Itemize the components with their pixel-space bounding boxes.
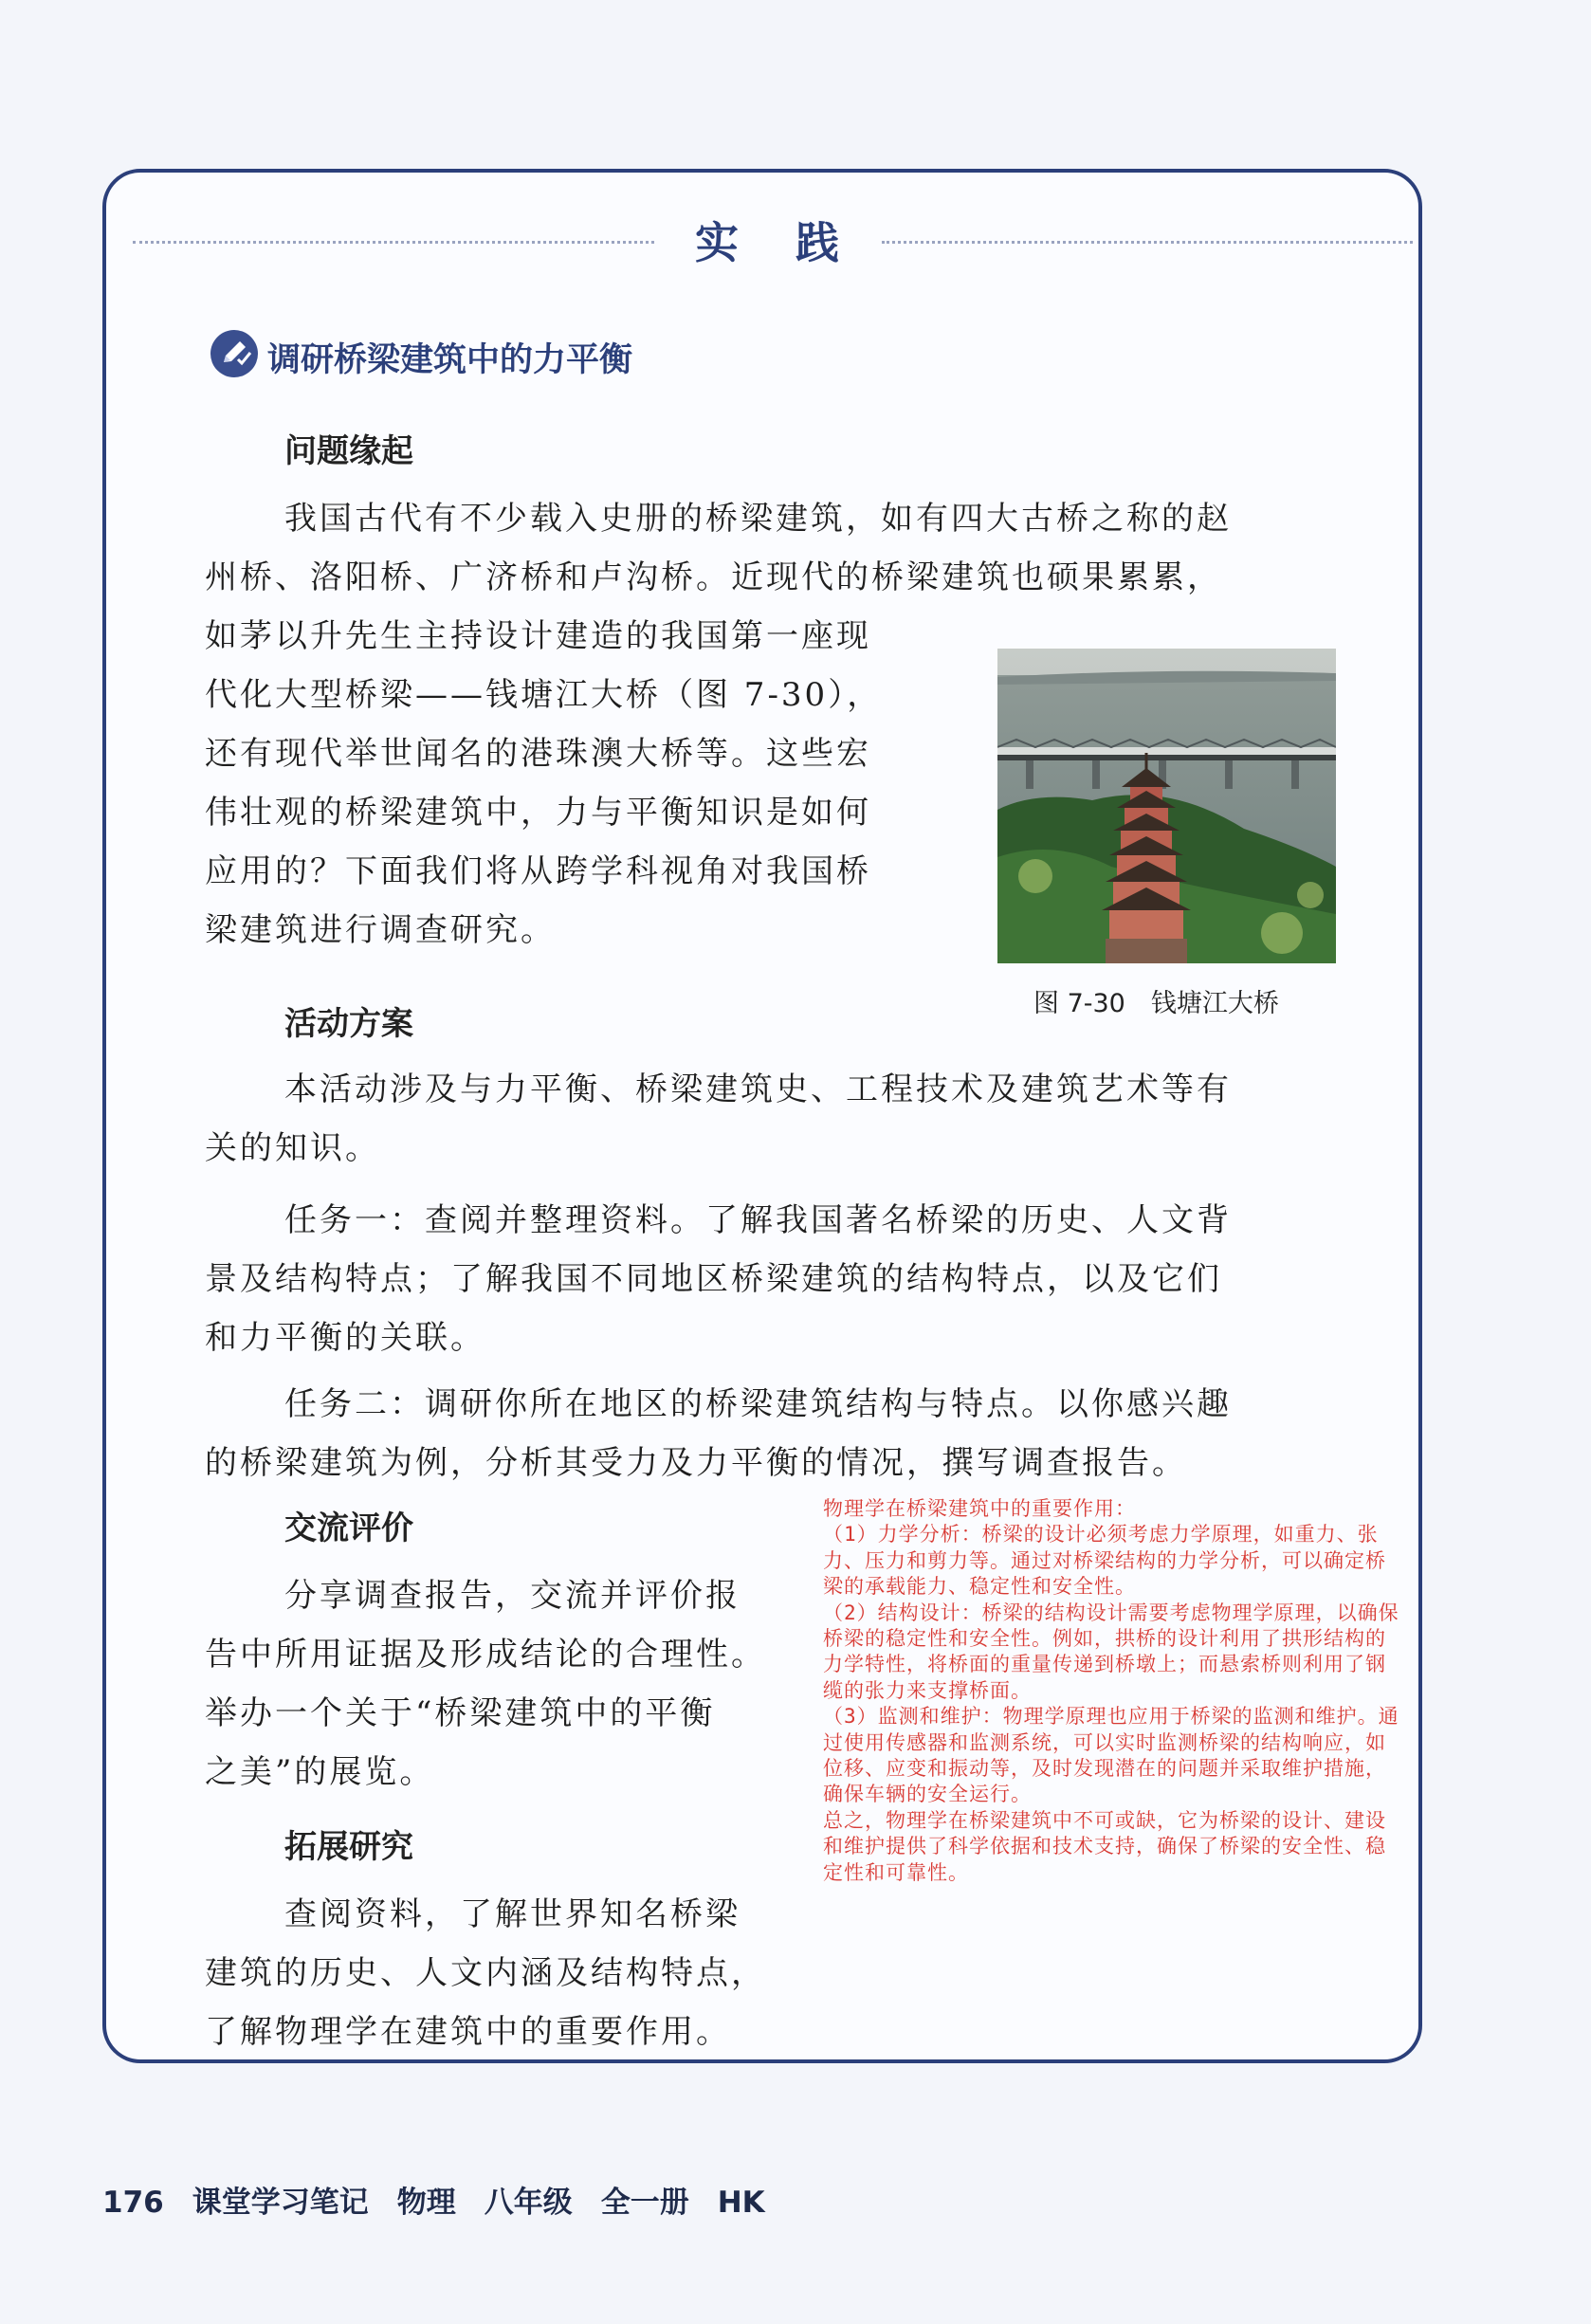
origin-line: 代化大型桥梁——钱塘江大桥（图 7-30）， bbox=[205, 676, 883, 714]
origin-line: 州桥、洛阳桥、广济桥和卢沟桥。近现代的桥梁建筑也硕果累累， bbox=[205, 558, 1222, 596]
book-grade: 八年级 bbox=[484, 2186, 573, 2220]
handwritten-annotation bbox=[823, 1496, 1403, 1886]
evaluation-line: 之美”的展览。 bbox=[205, 1753, 435, 1791]
extension-line: 建筑的历史、人文内涵及结构特点， bbox=[205, 1954, 766, 1992]
task2-line: 任务二：调研你所在地区的桥梁建筑结构与特点。以你感兴趣 bbox=[284, 1385, 1232, 1423]
book-volume: 全一册 bbox=[600, 2186, 689, 2220]
book-title: 课堂学习笔记 bbox=[192, 2186, 369, 2220]
origin-line: 还有现代举世闻名的港珠澳大桥等。这些宏 bbox=[205, 735, 871, 773]
page-footer bbox=[102, 2178, 794, 2221]
title-divider-left bbox=[133, 241, 654, 244]
task1-line: 任务一：查阅并整理资料。了解我国著名桥梁的历史、人文背 bbox=[284, 1201, 1232, 1239]
activity-title: 调研桥梁建筑中的力平衡 bbox=[267, 341, 633, 379]
heading-extension: 拓展研究 bbox=[284, 1828, 413, 1866]
plan-line: 本活动涉及与力平衡、桥梁建筑史、工程技术及建筑艺术等有 bbox=[284, 1071, 1232, 1108]
origin-line: 应用的？下面我们将从跨学科视角对我国桥 bbox=[205, 852, 871, 890]
evaluation-line: 举办一个关于“桥梁建筑中的平衡 bbox=[205, 1694, 716, 1732]
origin-line: 如茅以升先生主持设计建造的我国第一座现 bbox=[205, 617, 871, 655]
annotation-line: （3）监测和维护：物理学原理也应用于桥梁的监测和维护。通过使用传感器和监测系统，可以实时监测桥梁的结构响应，如位移、应变和振动等，及时发现潜在的问题并采取维护措施，确保车辆的安全运行。 bbox=[823, 1705, 1399, 1806]
task1-line: 和力平衡的关联。 bbox=[205, 1319, 485, 1357]
section-title: 实 践 bbox=[694, 217, 860, 268]
book-subject: 物理 bbox=[396, 2186, 456, 2220]
qiantang-bridge-photo bbox=[997, 649, 1336, 963]
plan-line: 关的知识。 bbox=[205, 1129, 380, 1167]
book-edition: HK bbox=[717, 2186, 765, 2220]
evaluation-line: 告中所用证据及形成结论的合理性。 bbox=[205, 1636, 766, 1674]
heading-origin: 问题缘起 bbox=[284, 432, 413, 470]
task1-line: 景及结构特点；了解我国不同地区桥梁建筑的结构特点，以及它们 bbox=[205, 1260, 1222, 1298]
figure-caption: 图 7-30 钱塘江大桥 bbox=[1033, 989, 1279, 1018]
title-divider-right bbox=[882, 241, 1413, 244]
task2-line: 的桥梁建筑为例，分析其受力及力平衡的情况，撰写调查报告。 bbox=[205, 1444, 1187, 1482]
origin-line: 伟壮观的桥梁建筑中，力与平衡知识是如何 bbox=[205, 794, 871, 832]
extension-line: 查阅资料，了解世界知名桥梁 bbox=[284, 1895, 741, 1933]
heading-plan: 活动方案 bbox=[284, 1005, 413, 1043]
evaluation-line: 分享调查报告，交流并评价报 bbox=[284, 1577, 741, 1615]
pencil-check-icon bbox=[210, 330, 258, 377]
extension-line: 了解物理学在建筑中的重要作用。 bbox=[205, 2013, 731, 2051]
annotation-line: 物理学在桥梁建筑中的重要作用： bbox=[823, 1497, 1136, 1520]
origin-line: 梁建筑进行调查研究。 bbox=[205, 911, 556, 949]
annotation-line: 总之，物理学在桥梁建筑中不可或缺，它为桥梁的设计、建设和维护提供了科学依据和技术支持，确保了桥梁的安全性、稳定性和可靠性。 bbox=[823, 1808, 1386, 1884]
heading-evaluation: 交流评价 bbox=[284, 1510, 413, 1547]
origin-line: 我国古代有不少载入史册的桥梁建筑，如有四大古桥之称的赵 bbox=[284, 500, 1232, 538]
annotation-line: （1）力学分析：桥梁的设计必须考虑力学原理，如重力、张力、压力和剪力等。通过对桥梁结构的力学分析，可以确定桥梁的承载能力、稳定性和安全性。 bbox=[823, 1523, 1386, 1599]
page-number: 176 bbox=[102, 2186, 164, 2220]
annotation-line: （2）结构设计：桥梁的结构设计需要考虑物理学原理，以确保桥梁的稳定性和安全性。例如，拱桥的设计利用了拱形结构的力学特性，将桥面的重量传递到桥墩上；而悬索桥则利用了钢缆的张力来支撑桥面。 bbox=[823, 1601, 1399, 1702]
